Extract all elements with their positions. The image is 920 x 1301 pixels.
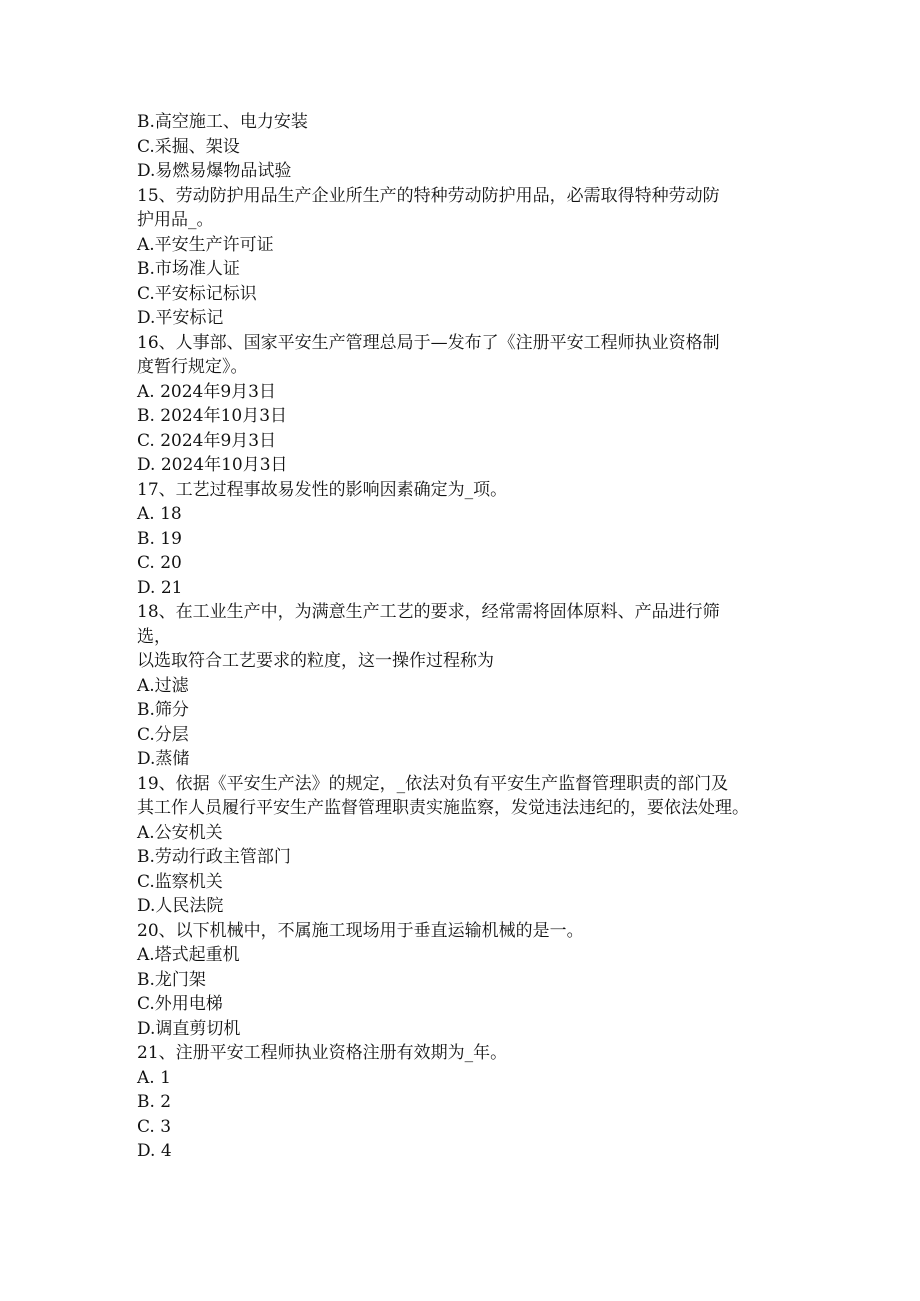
option-line: D.调直剪切机 xyxy=(137,1018,241,1039)
option-line: B.高空施工、电力安装 xyxy=(137,112,308,132)
option-line: D.易燃易爆物品试验 xyxy=(137,161,292,181)
option-line: D.蒸储 xyxy=(137,749,190,769)
option-line: C. 20 xyxy=(137,553,182,573)
question-19-line-1: 19、依据《平安生产法》的规定，_依法对负有平安生产监督管理职责的部门及 xyxy=(137,773,729,794)
question-15-line-2: 护用品_。 xyxy=(137,210,214,230)
question-16-line-2: 度暂行规定》。 xyxy=(137,357,248,377)
option-line: C.平安标记标识 xyxy=(137,283,257,304)
option-line: C.监察机关 xyxy=(137,871,223,892)
option-line: B. 2 xyxy=(137,1092,172,1112)
option-line: A. 18 xyxy=(137,504,182,524)
question-18-line-3: 以选取符合工艺要求的粒度，这一操作过程称为 xyxy=(137,651,494,671)
option-line: A.过滤 xyxy=(137,675,189,696)
option-line: A.平安生产许可证 xyxy=(137,234,274,255)
question-20-line: 20、以下机械中，不属施工现场用于垂直运输机械的是一。 xyxy=(137,920,584,941)
question-16-line-1: 16、人事部、国家平安生产管理总局于—发布了《注册平安工程师执业资格制 xyxy=(137,332,720,353)
option-line: D. 21 xyxy=(137,577,183,598)
question-19-line-2: 其工作人员履行平安生产监督管理职责实施监察，发觉违法违纪的，要依法处理。 xyxy=(137,798,749,818)
question-15-line-1: 15、劳动防护用品生产企业所生产的特种劳动防护用品，必需取得特种劳动防 xyxy=(137,185,720,206)
option-line: A. 2024年9月3日 xyxy=(137,381,276,402)
question-18-line-1: 18、在工业生产中，为满意生产工艺的要求，经常需将固体原料、产品进行筛 xyxy=(137,602,720,622)
question-18-line-2: 选， xyxy=(137,626,171,647)
question-21-line: 21、注册平安工程师执业资格注册有效期为_年。 xyxy=(137,1043,508,1063)
question-17-line: 17、工艺过程事故易发性的影响因素确定为_项。 xyxy=(137,479,508,500)
option-line: B.市场准人证 xyxy=(137,259,240,279)
option-line: A.塔式起重机 xyxy=(137,945,240,965)
option-line: A. 1 xyxy=(137,1067,171,1088)
option-line: C. 2024年9月3日 xyxy=(137,430,277,451)
option-line: B.筛分 xyxy=(137,700,189,720)
option-line: B.龙门架 xyxy=(137,969,206,990)
question-text-block xyxy=(137,110,797,1164)
option-line: D.平安标记 xyxy=(137,308,224,328)
option-line: C.采掘、架设 xyxy=(137,136,240,157)
option-line: B. 19 xyxy=(137,528,182,549)
option-line: C.外用电梯 xyxy=(137,994,223,1014)
option-line: C. 3 xyxy=(137,1116,172,1137)
option-line: D. 4 xyxy=(137,1141,172,1161)
option-line: C.分层 xyxy=(137,724,189,745)
option-line: D. 2024年10月3日 xyxy=(137,455,288,475)
option-line: B. 2024年10月3日 xyxy=(137,406,288,426)
option-line: A.公安机关 xyxy=(137,822,223,843)
option-line: D.人民法院 xyxy=(137,896,224,916)
option-line: B.劳动行政主管部门 xyxy=(137,847,291,867)
